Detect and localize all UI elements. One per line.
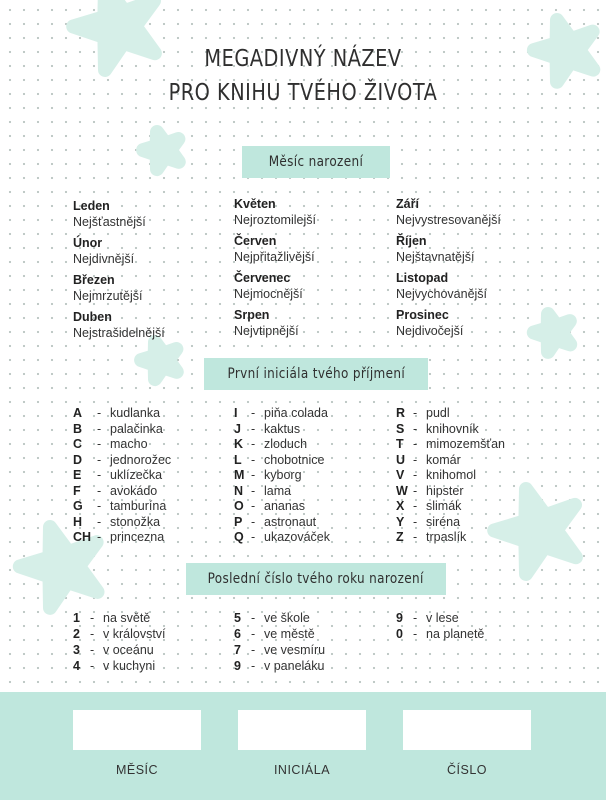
initial-answer-box[interactable] — [238, 710, 366, 750]
dash: - — [97, 499, 102, 513]
digit-place: na světě — [103, 611, 151, 625]
dash: - — [413, 611, 418, 625]
dash: - — [251, 627, 256, 641]
digit-item — [234, 626, 384, 642]
initials-column-1 — [73, 406, 223, 546]
initial-word: tamburína — [110, 499, 167, 513]
initial-letter: H — [73, 514, 83, 529]
number-answer-box[interactable] — [403, 710, 531, 750]
dash: - — [251, 499, 256, 513]
initial-word: trpaslík — [426, 530, 467, 544]
dash: - — [413, 437, 418, 451]
initial-letter: I — [234, 406, 238, 420]
dash: - — [413, 514, 418, 529]
initial-word: kaktus — [264, 421, 301, 436]
title-line-1: MEGADIVNÝ NÁZEV — [204, 46, 402, 72]
initial-item — [396, 437, 546, 453]
digit-item — [73, 626, 223, 642]
month-adjective: Nejroztomilejší — [234, 213, 316, 227]
dash: - — [251, 659, 256, 673]
initial-item — [396, 453, 546, 469]
initial-letter: D — [73, 452, 83, 467]
digit: 9 — [396, 611, 403, 625]
digit-place: v paneláku — [264, 659, 325, 673]
dash: - — [97, 468, 102, 482]
initial-word: stonožka — [110, 514, 161, 529]
initial-letter: K — [234, 437, 244, 451]
digit-place: v království — [103, 627, 166, 641]
month-name: Únor — [73, 236, 103, 250]
month-item — [73, 235, 165, 272]
initial-letter: A — [73, 406, 83, 420]
initial-word: knihomol — [426, 468, 477, 482]
initial-item — [234, 530, 384, 546]
digit: 3 — [73, 643, 80, 657]
initial-letter: F — [73, 483, 81, 498]
star-icon — [534, 314, 570, 352]
initial-word: chobotnice — [264, 452, 325, 467]
initial-letter: S — [396, 421, 405, 436]
initial-item — [234, 484, 384, 500]
dash: - — [90, 627, 95, 641]
month-adjective: Nejvystresovanější — [396, 213, 501, 227]
initial-word: siréna — [426, 514, 461, 529]
month-adjective: Nejdivočejší — [396, 324, 464, 338]
digit-place: na planetě — [426, 627, 485, 641]
initial-letter: CH — [73, 530, 92, 544]
dash: - — [97, 406, 102, 420]
initial-letter: O — [234, 499, 244, 513]
month-name: Září — [396, 197, 419, 211]
month-item — [73, 309, 165, 346]
initials-column-3 — [396, 406, 546, 546]
initial-item — [73, 499, 223, 515]
month-item — [396, 196, 501, 233]
month-name: Květen — [234, 197, 276, 211]
month-name: Červen — [234, 234, 277, 248]
star-icon — [143, 132, 179, 169]
digit: 1 — [73, 611, 80, 625]
initial-answer-label: INICIÁLA — [273, 763, 331, 777]
digit: 5 — [234, 611, 241, 625]
initial-letter: Z — [396, 530, 404, 544]
digit: 2 — [73, 627, 80, 641]
initial-letter: N — [234, 483, 244, 498]
dash: - — [97, 483, 102, 498]
dash: - — [90, 611, 95, 625]
month-adjective: Nejmrzutější — [73, 289, 143, 303]
initial-word: astronaut — [264, 514, 317, 529]
month-item — [396, 307, 501, 344]
initial-letter: Q — [234, 530, 244, 544]
dash: - — [251, 530, 256, 544]
initial-item — [73, 406, 223, 422]
initial-item — [234, 437, 384, 453]
digit: 6 — [234, 627, 241, 641]
digit: 0 — [396, 627, 403, 641]
digit-place: ve škole — [264, 611, 310, 625]
initial-word: ukazováček — [264, 530, 331, 544]
initial-item — [234, 422, 384, 438]
digit-item — [396, 626, 546, 642]
initial-word: lama — [264, 483, 292, 498]
month-adjective: Nejvychovanější — [396, 287, 488, 301]
initials-column-2 — [234, 406, 384, 546]
initial-item — [396, 530, 546, 546]
month-adjective: Nejpřitažlivější — [234, 250, 315, 264]
initial-word: slimák — [426, 499, 462, 513]
initial-letter: W — [396, 483, 408, 498]
initial-word: uklízečka — [110, 468, 163, 482]
months-column-1 — [73, 198, 165, 346]
month-adjective: Nejdivnější — [73, 252, 135, 266]
dash: - — [90, 643, 95, 657]
month-item — [234, 270, 316, 307]
month-answer-label: MĚSÍC — [115, 763, 159, 777]
initial-letter: P — [234, 514, 243, 529]
digits-column-2 — [234, 610, 384, 674]
initial-item — [396, 484, 546, 500]
month-adjective: Nejvtipnější — [234, 324, 299, 338]
initial-word: zloduch — [264, 437, 308, 451]
digits-column-3 — [396, 610, 546, 642]
initial-word: mimozemšťan — [426, 437, 506, 451]
initial-letter: V — [396, 468, 405, 482]
digit: 4 — [73, 659, 80, 673]
dash: - — [251, 514, 256, 529]
initial-item — [396, 406, 546, 422]
month-name: Červenec — [234, 271, 291, 285]
digit-item — [73, 658, 223, 674]
dash: - — [251, 611, 256, 625]
digit-item — [73, 642, 223, 658]
dash: - — [251, 483, 256, 498]
digit-place: v lese — [426, 611, 459, 625]
initial-item — [73, 468, 223, 484]
digits-heading: Poslední číslo tvého roku narození — [186, 563, 446, 595]
initial-word: kudlanka — [110, 406, 161, 420]
month-name: Březen — [73, 273, 115, 287]
dash: - — [413, 406, 418, 420]
initial-letter: X — [396, 499, 405, 513]
month-name: Srpen — [234, 308, 270, 322]
initial-word: kyborg — [264, 468, 302, 482]
title-line-2: PRO KNIHU TVÉHO ŽIVOTA — [168, 80, 438, 106]
dash: - — [97, 452, 102, 467]
dash: - — [97, 514, 102, 529]
initial-word: jednorožec — [110, 452, 172, 467]
month-adjective: Nejšťastnější — [73, 215, 146, 229]
dash: - — [97, 530, 102, 544]
initial-letter: B — [73, 421, 83, 436]
month-name: Leden — [73, 199, 110, 213]
month-name: Říjen — [396, 234, 427, 248]
digit-item — [396, 610, 546, 626]
month-name: Listopad — [396, 271, 449, 285]
initial-item — [396, 468, 546, 484]
initial-letter: Y — [396, 514, 405, 529]
initial-word: pudl — [426, 406, 450, 420]
dash: - — [97, 421, 102, 436]
dash: - — [251, 452, 256, 467]
dash: - — [251, 643, 256, 657]
initial-letter: C — [73, 437, 83, 451]
month-item — [73, 272, 165, 309]
initial-item — [234, 515, 384, 531]
initial-item — [73, 422, 223, 438]
digit-item — [234, 610, 384, 626]
digit: 7 — [234, 643, 241, 657]
initial-item — [234, 468, 384, 484]
initial-item — [396, 515, 546, 531]
initial-letter: T — [396, 437, 404, 451]
month-adjective: Nejmocnější — [234, 287, 303, 301]
dash: - — [251, 421, 256, 436]
page-title — [48, 42, 557, 110]
dash: - — [413, 421, 418, 436]
number-answer-label: ČÍSLO — [446, 763, 487, 777]
initial-word: avokádo — [110, 483, 158, 498]
answer-panel — [0, 692, 606, 800]
digit-place: v kuchyni — [103, 659, 156, 673]
initial-word: piňa colada — [264, 406, 328, 420]
dash: - — [413, 530, 418, 544]
initial-item — [234, 406, 384, 422]
digit-item — [234, 658, 384, 674]
initial-letter: M — [234, 468, 245, 482]
initial-letter: G — [73, 499, 83, 513]
initial-letter: R — [396, 406, 406, 420]
dash: - — [251, 406, 256, 420]
dash: - — [90, 659, 95, 673]
initial-word: palačinka — [110, 421, 163, 436]
month-adjective: Nejstrašidelnější — [73, 326, 165, 340]
initial-letter: E — [73, 468, 82, 482]
month-name: Duben — [73, 310, 112, 324]
digit-place: ve vesmíru — [264, 643, 326, 657]
initial-item — [73, 515, 223, 531]
months-column-2 — [234, 196, 316, 344]
months-heading: Měsíc narození — [242, 146, 390, 178]
dash: - — [251, 468, 256, 482]
month-item — [396, 270, 501, 307]
initial-item — [73, 530, 223, 546]
star-icon — [141, 342, 177, 379]
dash: - — [97, 437, 102, 451]
initial-letter: L — [234, 452, 242, 467]
initial-letter: J — [234, 421, 241, 436]
dash: - — [413, 499, 418, 513]
initial-item — [73, 453, 223, 469]
initial-letter: U — [396, 452, 406, 467]
digit: 9 — [234, 659, 241, 673]
month-name: Prosinec — [396, 308, 449, 322]
digits-column-1 — [73, 610, 223, 674]
initial-word: macho — [110, 437, 148, 451]
initial-item — [73, 437, 223, 453]
months-column-3 — [396, 196, 501, 344]
initial-word: hipster — [426, 483, 464, 498]
digit-item — [73, 610, 223, 626]
initial-item — [234, 499, 384, 515]
dash: - — [413, 627, 418, 641]
dash: - — [413, 468, 418, 482]
month-item — [396, 233, 501, 270]
month-item — [234, 307, 316, 344]
month-item — [234, 196, 316, 233]
dash: - — [413, 452, 418, 467]
initial-word: knihovník — [426, 421, 479, 436]
dash: - — [251, 437, 256, 451]
digit-place: v oceánu — [103, 643, 154, 657]
initial-item — [234, 453, 384, 469]
initial-item — [396, 422, 546, 438]
month-answer-box[interactable] — [73, 710, 201, 750]
initial-word: ananas — [264, 499, 306, 513]
digit-item — [234, 642, 384, 658]
initials-heading: První iniciála tvého příjmení — [204, 358, 428, 390]
initial-item — [73, 484, 223, 500]
initial-word: komár — [426, 452, 461, 467]
initial-item — [396, 499, 546, 515]
initial-word: princezna — [110, 530, 165, 544]
digit-place: ve městě — [264, 627, 315, 641]
dash: - — [413, 483, 418, 498]
month-adjective: Nejštavnatější — [396, 250, 475, 264]
month-item — [234, 233, 316, 270]
month-item — [73, 198, 165, 235]
